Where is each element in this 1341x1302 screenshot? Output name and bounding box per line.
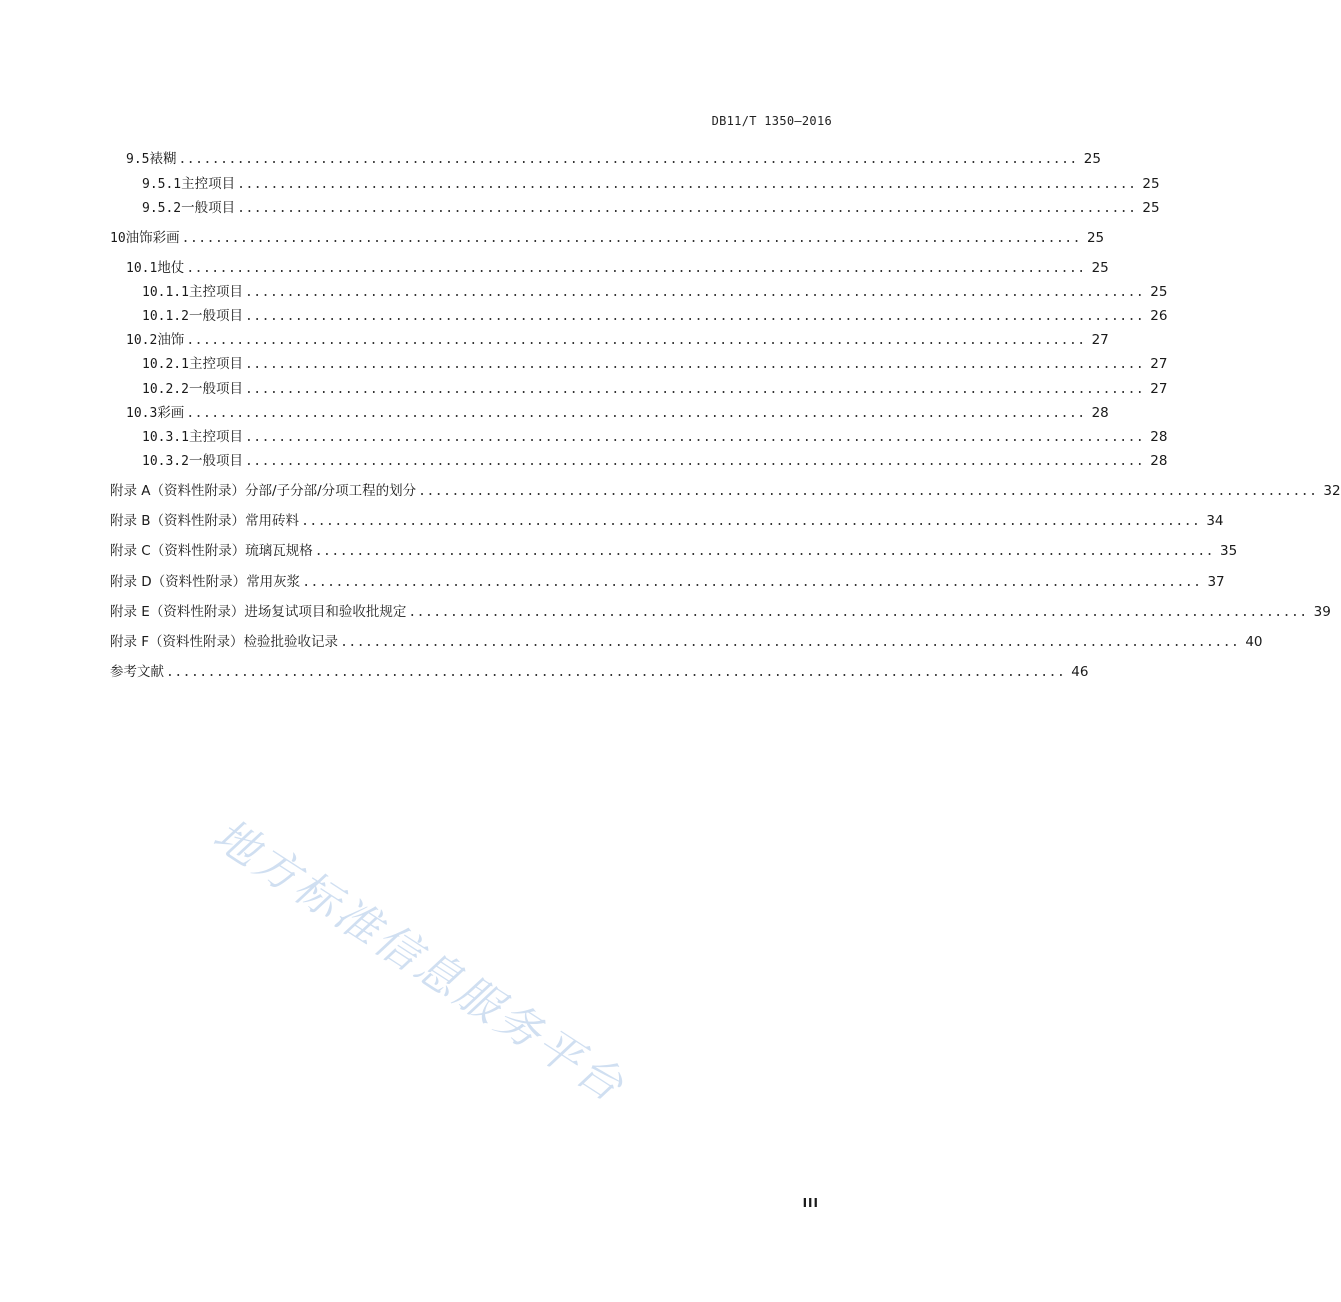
toc-page: 26 [1150, 308, 1168, 324]
toc-references[interactable] [110, 663, 1089, 682]
dot-leader: ............................................................................................................ [244, 285, 1145, 300]
toc-entry-10-3[interactable] [126, 404, 1109, 423]
toc-title: 一般项目 [188, 453, 243, 469]
toc-title: 彩画 [157, 405, 185, 421]
toc-appendix-b[interactable] [110, 512, 1224, 531]
dot-leader: ............................................................................................................ [186, 333, 1086, 348]
toc-title: 一般项目 [188, 308, 243, 324]
appendix-title: 进场复试项目和验收批规定 [244, 604, 407, 620]
toc-page: 25 [1142, 176, 1160, 192]
dot-leader: ............................................................................................................ [418, 484, 1318, 499]
dot-leader: ............................................................................................................ [244, 309, 1145, 324]
dot-leader: ............................................................................................................ [237, 177, 1137, 192]
toc-number: 10.2.2 [142, 382, 189, 397]
toc-page: 27 [1150, 381, 1168, 397]
toc-title: 主控项目 [181, 176, 236, 192]
toc-title: 裱糊 [149, 151, 177, 167]
toc-title: 主控项目 [188, 429, 243, 445]
dot-leader: ............................................................................................................ [186, 261, 1086, 276]
dot-leader: ............................................................................................................ [237, 201, 1137, 216]
toc-page: 27 [1150, 356, 1168, 372]
toc-number: 10.2.1 [142, 357, 189, 372]
dot-leader: ............................................................................................................ [166, 665, 1066, 680]
dot-leader: ............................................................................................................ [244, 382, 1145, 397]
toc-page: 25 [1086, 230, 1105, 246]
toc-page: 25 [1091, 260, 1109, 276]
dot-leader: ............................................................................................................ [244, 430, 1145, 445]
toc-number: 10.3.2 [142, 454, 189, 469]
dot-leader: ............................................................................................................ [301, 514, 1201, 529]
toc-title: 一般项目 [181, 200, 236, 216]
toc-title: 一般项目 [188, 381, 243, 397]
appendix-label: 附录 C（资料性附录） [110, 543, 246, 559]
toc-page: 37 [1207, 574, 1225, 590]
appendix-title: 琉璃瓦规格 [245, 543, 313, 559]
dot-leader: ............................................................................................................ [314, 544, 1214, 559]
toc-number: 10.1.1 [142, 285, 189, 300]
references-title: 参考文献 [110, 664, 164, 680]
page-folio: III [802, 1196, 819, 1210]
toc-appendix-d[interactable] [110, 573, 1225, 592]
toc-number: 9.5.1 [142, 177, 182, 192]
toc-title: 油饰彩画 [125, 230, 180, 246]
toc-entry-10-2-2[interactable] [142, 380, 1168, 399]
toc-entry-10-2-1[interactable] [142, 355, 1168, 374]
appendix-label: 附录 A（资料性附录） [110, 483, 246, 499]
toc-entry-9-5-2[interactable] [142, 199, 1160, 218]
toc-number: 10.2 [126, 333, 158, 348]
toc-entry-10-2[interactable] [126, 331, 1109, 350]
appendix-label: 附录 E（资料性附录） [110, 604, 245, 620]
toc-title: 地仗 [157, 260, 185, 276]
appendix-label: 附录 D（资料性附录） [110, 574, 247, 590]
toc-number: 9.5.2 [142, 201, 182, 216]
toc-page: 32 [1323, 483, 1341, 499]
toc-appendix-f[interactable] [110, 633, 1263, 652]
dot-leader: ............................................................................................................ [244, 357, 1145, 372]
toc-number: 9.5 [126, 152, 150, 167]
toc-page: 35 [1220, 543, 1238, 559]
appendix-title: 常用灰浆 [246, 574, 301, 590]
dot-leader: ............................................................................................................ [408, 605, 1308, 620]
appendix-title: 常用砖料 [245, 513, 300, 529]
toc-appendix-a[interactable] [110, 482, 1341, 501]
toc-number: 10.1.2 [142, 309, 189, 324]
toc-entry-9-5-1[interactable] [142, 175, 1160, 194]
toc-number: 10.3.1 [142, 430, 189, 445]
toc-entry-10[interactable] [110, 229, 1105, 248]
toc-page: 28 [1150, 453, 1168, 469]
toc-title: 主控项目 [188, 284, 243, 300]
toc-entry-10-3-2[interactable] [142, 452, 1168, 471]
toc-entry-10-1[interactable] [126, 259, 1109, 278]
appendix-title: 检验批验收记录 [243, 634, 339, 650]
dot-leader: ............................................................................................................ [340, 635, 1240, 650]
toc-entry-10-1-2[interactable] [142, 307, 1168, 326]
toc-appendix-e[interactable] [110, 603, 1331, 622]
toc-page: 28 [1150, 429, 1168, 445]
dot-leader: ............................................................................................................ [178, 152, 1078, 167]
toc-entry-10-3-1[interactable] [142, 428, 1168, 447]
appendix-label: 附录 B（资料性附录） [110, 513, 246, 529]
appendix-label: 附录 F（资料性附录） [110, 634, 244, 650]
toc-page: 39 [1313, 604, 1331, 620]
toc-page: 25 [1142, 200, 1160, 216]
toc-page: 27 [1091, 332, 1109, 348]
toc-page: 46 [1071, 664, 1089, 680]
toc-entry-9-5[interactable] [126, 150, 1101, 169]
appendix-title: 分部/子分部/分项工程的划分 [245, 483, 417, 499]
toc-page: 34 [1206, 513, 1224, 529]
toc-entry-10-1-1[interactable] [142, 283, 1168, 302]
dot-leader: ............................................................................................................ [181, 231, 1081, 246]
watermark: 地方标准信息服务平台 [204, 809, 635, 1114]
dot-leader: ............................................................................................................ [244, 454, 1145, 469]
toc-number: 10.3 [126, 406, 158, 421]
toc-appendix-c[interactable] [110, 542, 1238, 561]
toc-title: 油饰 [157, 332, 185, 348]
toc-title: 主控项目 [188, 356, 243, 372]
toc-page: 40 [1245, 634, 1263, 650]
toc-page: 25 [1150, 284, 1168, 300]
toc-page: 25 [1083, 151, 1101, 167]
dot-leader: ............................................................................................................ [186, 406, 1086, 421]
document-code: DB11/T 1350—2016 [711, 114, 832, 128]
dot-leader: ............................................................................................................ [302, 575, 1202, 590]
toc-page: 28 [1091, 405, 1109, 421]
toc-number: 10 [110, 231, 126, 246]
toc-number: 10.1 [126, 261, 158, 276]
